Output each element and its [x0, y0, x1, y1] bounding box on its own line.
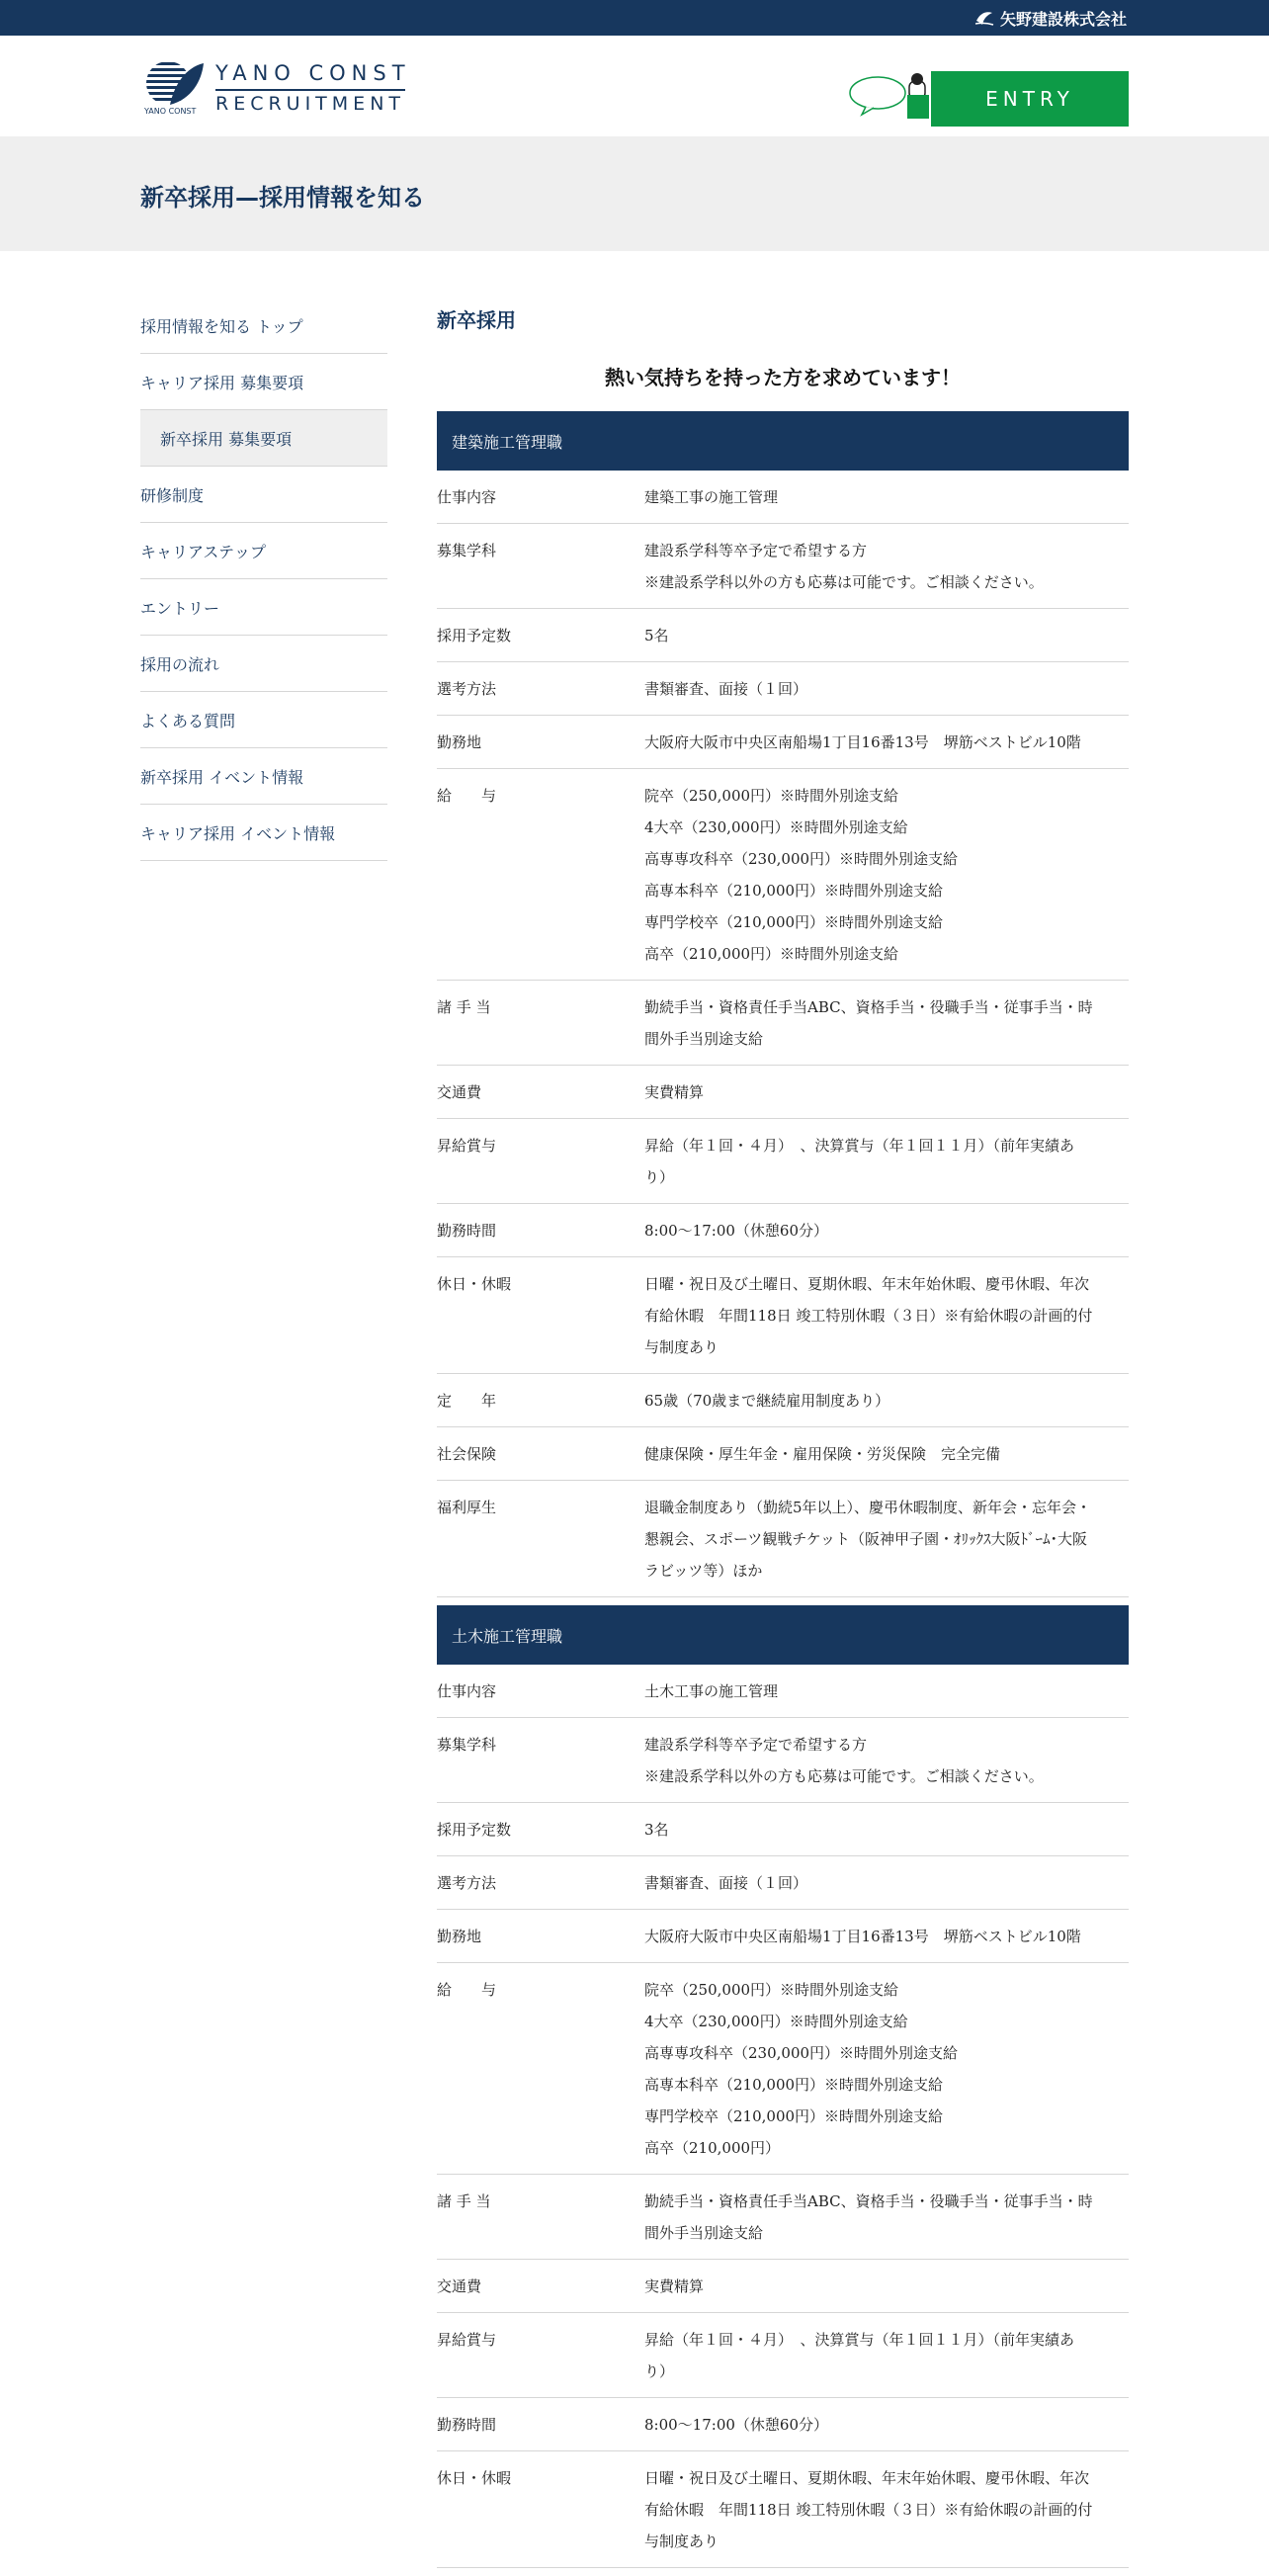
row-value [644, 2409, 1129, 2441]
job-section [437, 1605, 1129, 2568]
table-row [437, 1856, 1129, 1910]
mascot-illustration [848, 71, 931, 123]
row-value [644, 1268, 1129, 1363]
main-content [437, 297, 1129, 2576]
row-value-line: 勤続手当・資格責任手当ABC、資格手当・役職手当・従事手当・時 [644, 2192, 1093, 2210]
row-label: 休日・休暇 [437, 1275, 512, 1293]
row-value-line: り） [644, 1168, 675, 1186]
sidebar-item-career-step[interactable]: キャリアステップ [140, 523, 387, 579]
entry-button[interactable]: ENTRY [931, 71, 1129, 127]
row-value-line: 8:00～17:00（休憩60分） [644, 2416, 828, 2434]
table-row [437, 1119, 1129, 1204]
row-label: 選考方法 [437, 680, 497, 698]
row-value-line: 高専本科卒（210,000円）※時間外別途支給 [644, 2076, 944, 2094]
row-label: 募集学科 [437, 542, 497, 559]
row-value-line: 専門学校卒（210,000円）※時間外別途支給 [644, 2107, 944, 2125]
table-row [437, 2451, 1129, 2568]
sidebar-item-entry[interactable]: エントリー [140, 579, 387, 636]
row-value [644, 1974, 1129, 2164]
row-value [644, 1921, 1129, 1952]
sidebar-item-flow[interactable]: 採用の流れ [140, 636, 387, 692]
corporate-logo-icon [974, 9, 994, 27]
row-value-line: 高卒（210,000円） [644, 2139, 781, 2157]
row-value-line: 高専本科卒（210,000円）※時間外別途支給 [644, 882, 944, 900]
row-value-line: 間外手当別途支給 [644, 1030, 764, 1048]
row-value-line: 高専専攻科卒（230,000円）※時間外別途支給 [644, 2044, 959, 2062]
row-value-line: 建設系学科等卒予定で希望する方 [644, 542, 868, 559]
job-section-title: 建築施工管理職 [437, 411, 1129, 471]
table-row [437, 2175, 1129, 2260]
table-row [437, 1803, 1129, 1856]
row-value-line: 65歳（70歳まで継続雇用制度あり） [644, 1392, 890, 1410]
table-row [437, 1427, 1129, 1481]
row-value [644, 780, 1129, 970]
row-value-line: 間外手当別途支給 [644, 2224, 764, 2242]
row-value [644, 1867, 1129, 1899]
sidebar-item-newgrad-events[interactable]: 新卒採用 イベント情報 [140, 748, 387, 805]
row-value-line: 勤続手当・資格責任手当ABC、資格手当・役職手当・従事手当・時 [644, 998, 1093, 1016]
row-value [644, 727, 1129, 758]
sidebar-item-recruit-top[interactable]: 採用情報を知る トップ [140, 298, 387, 354]
corporate-name: 矢野建設株式会社 [999, 9, 1127, 29]
row-value-line: 書類審査、面接（１回） [644, 680, 808, 698]
row-value-line: 日曜・祝日及び土曜日、夏期休暇、年末年始休暇、慶弔休暇、年次 [644, 1275, 1090, 1293]
table-row [437, 1481, 1129, 1597]
row-value [644, 1438, 1129, 1470]
row-value-line: 4大卒（230,000円）※時間外別途支給 [644, 818, 908, 836]
row-value-line: 有給休暇 年間118日 竣工特別休暇（３日）※有給休暇の計画的付 [644, 2501, 1093, 2519]
table-row [437, 1374, 1129, 1427]
row-value-line: 書類審査、面接（１回） [644, 1874, 808, 1892]
row-value-line: 実費精算 [644, 2277, 705, 2295]
row-value [644, 2462, 1129, 2557]
sidebar-item-career-events[interactable]: キャリア採用 イベント情報 [140, 805, 387, 861]
row-value-line: ※建設系学科以外の方も応募は可能です。ご相談ください。 [644, 1767, 1044, 1785]
site-logo[interactable] [140, 57, 437, 119]
row-label: 採用予定数 [437, 627, 512, 644]
table-row [437, 662, 1129, 716]
row-value-line: 実費精算 [644, 1083, 705, 1101]
row-label: 勤務時間 [437, 1222, 497, 1240]
row-label: 給 与 [437, 787, 497, 805]
row-value [644, 1675, 1129, 1707]
row-value-line: り） [644, 2362, 675, 2380]
row-label: 社会保険 [437, 1445, 497, 1463]
row-label: 勤務時間 [437, 2416, 497, 2434]
table-row [437, 1963, 1129, 2175]
sidebar-item-career-requirements[interactable]: キャリア採用 募集要項 [140, 354, 387, 410]
row-value-line: 4大卒（230,000円）※時間外別途支給 [644, 2013, 908, 2030]
row-label: 採用予定数 [437, 1821, 512, 1839]
row-value-line: 与制度あり [644, 2533, 719, 2550]
sidebar-item-training[interactable]: 研修制度 [140, 467, 387, 523]
table-row [437, 769, 1129, 981]
page-title: 新卒採用—採用情報を知る [140, 184, 425, 212]
row-value-line: 日曜・祝日及び土曜日、夏期休暇、年末年始休暇、慶弔休暇、年次 [644, 2469, 1090, 2487]
row-value-line: 5名 [644, 627, 669, 644]
row-value-line: ラビッツ等）ほか [644, 1562, 763, 1580]
table-row [437, 1204, 1129, 1257]
corporate-link[interactable] [974, 7, 1127, 29]
row-value-line: 建築工事の施工管理 [644, 488, 779, 506]
table-row [437, 471, 1129, 524]
row-value-line: 院卒（250,000円）※時間外別途支給 [644, 1981, 899, 1999]
row-value-line: 高卒（210,000円）※時間外別途支給 [644, 945, 899, 963]
table-row [437, 716, 1129, 769]
row-label: 交通費 [437, 1083, 482, 1101]
row-label: 定 年 [437, 1392, 497, 1410]
row-value [644, 2271, 1129, 2302]
row-value-line: 昇給（年１回・４月） 、決算賞与（年１回１１月）（前年実績あ [644, 2331, 1075, 2349]
row-value [644, 1729, 1129, 1792]
row-label: 仕事内容 [437, 488, 497, 506]
table-row [437, 609, 1129, 662]
table-row [437, 2313, 1129, 2398]
row-value-line: 建設系学科等卒予定で希望する方 [644, 1736, 868, 1754]
table-row [437, 1066, 1129, 1119]
page-title-bar [0, 136, 1269, 251]
row-label: 休日・休暇 [437, 2469, 512, 2487]
table-row [437, 1665, 1129, 1718]
sidebar-nav [140, 298, 387, 861]
row-label: 諸 手 当 [437, 2192, 491, 2210]
row-value-line: 有給休暇 年間118日 竣工特別休暇（３日）※有給休暇の計画的付 [644, 1307, 1093, 1325]
table-row [437, 524, 1129, 609]
row-value [644, 535, 1129, 598]
table-row [437, 981, 1129, 1066]
row-value-line: 大阪府大阪市中央区南船場1丁目16番13号 堺筋ベストビル10階 [644, 733, 1081, 751]
row-value-line: 懇親会、スポーツ観戦チケット（阪神甲子園・ｵﾘｯｸｽ大阪ﾄﾞｰﾑ･大阪 [644, 1530, 1088, 1548]
row-value [644, 2324, 1129, 2387]
row-value-line: 土木工事の施工管理 [644, 1682, 779, 1700]
row-label: 選考方法 [437, 1874, 497, 1892]
row-value [644, 620, 1129, 651]
catch-copy: 熱い気持ちを持った方を求めています！ [605, 366, 961, 389]
row-label: 昇給賞与 [437, 1137, 497, 1155]
row-value-line: 与制度あり [644, 1338, 719, 1356]
row-label: 勤務地 [437, 733, 482, 751]
row-value-line: 3名 [644, 1821, 669, 1839]
sidebar-item-faq[interactable]: よくある質問 [140, 692, 387, 748]
row-value [644, 481, 1129, 513]
section-heading: 新卒採用 [437, 308, 516, 332]
row-value [644, 1130, 1129, 1193]
site-header [0, 36, 1269, 136]
row-value [644, 1215, 1129, 1246]
row-label: 給 与 [437, 1981, 497, 1999]
row-label: 福利厚生 [437, 1499, 497, 1516]
row-value [644, 1492, 1129, 1587]
row-value [644, 2186, 1129, 2249]
row-value-line: 高専専攻科卒（230,000円）※時間外別途支給 [644, 850, 959, 868]
logo-subtext: YANO CONST [144, 107, 197, 116]
row-label: 仕事内容 [437, 1682, 497, 1700]
logo-text-line2: RECRUITMENT [215, 89, 405, 115]
table-row [437, 1910, 1129, 1963]
row-value-line: 専門学校卒（210,000円）※時間外別途支給 [644, 913, 944, 931]
recruit-sections [437, 411, 1129, 2568]
row-label: 昇給賞与 [437, 2331, 497, 2349]
row-label: 勤務地 [437, 1928, 482, 1945]
table-row [437, 2398, 1129, 2451]
row-label: 諸 手 当 [437, 998, 491, 1016]
job-section-title: 土木施工管理職 [437, 1605, 1129, 1665]
corporate-top-bar [0, 0, 1269, 36]
row-value-line: 昇給（年１回・４月） 、決算賞与（年１回１１月）（前年実績あ [644, 1137, 1075, 1155]
row-value [644, 673, 1129, 705]
row-value-line: 大阪府大阪市中央区南船場1丁目16番13号 堺筋ベストビル10階 [644, 1928, 1081, 1945]
row-value-line: 健康保険・厚生年金・雇用保険・労災保険 完全完備 [644, 1445, 1001, 1463]
row-value [644, 1814, 1129, 1846]
row-value-line: 院卒（250,000円）※時間外別途支給 [644, 787, 899, 805]
row-value [644, 1385, 1129, 1417]
row-value [644, 991, 1129, 1055]
row-label: 募集学科 [437, 1736, 497, 1754]
row-value-line: ※建設系学科以外の方も応募は可能です。ご相談ください。 [644, 573, 1044, 591]
table-row [437, 2260, 1129, 2313]
row-value [644, 1076, 1129, 1108]
table-row [437, 1718, 1129, 1803]
row-label: 交通費 [437, 2277, 482, 2295]
sidebar-item-newgrad-requirements[interactable]: 新卒採用 募集要項 [140, 410, 387, 467]
row-value-line: 8:00～17:00（休憩60分） [644, 1222, 828, 1240]
job-section [437, 411, 1129, 1597]
table-row [437, 1257, 1129, 1374]
logo-text-line1: YANO CONST [215, 61, 411, 85]
row-value-line: 退職金制度あり（勤続5年以上）、慶弔休暇制度、新年会・忘年会・ [644, 1499, 1092, 1516]
